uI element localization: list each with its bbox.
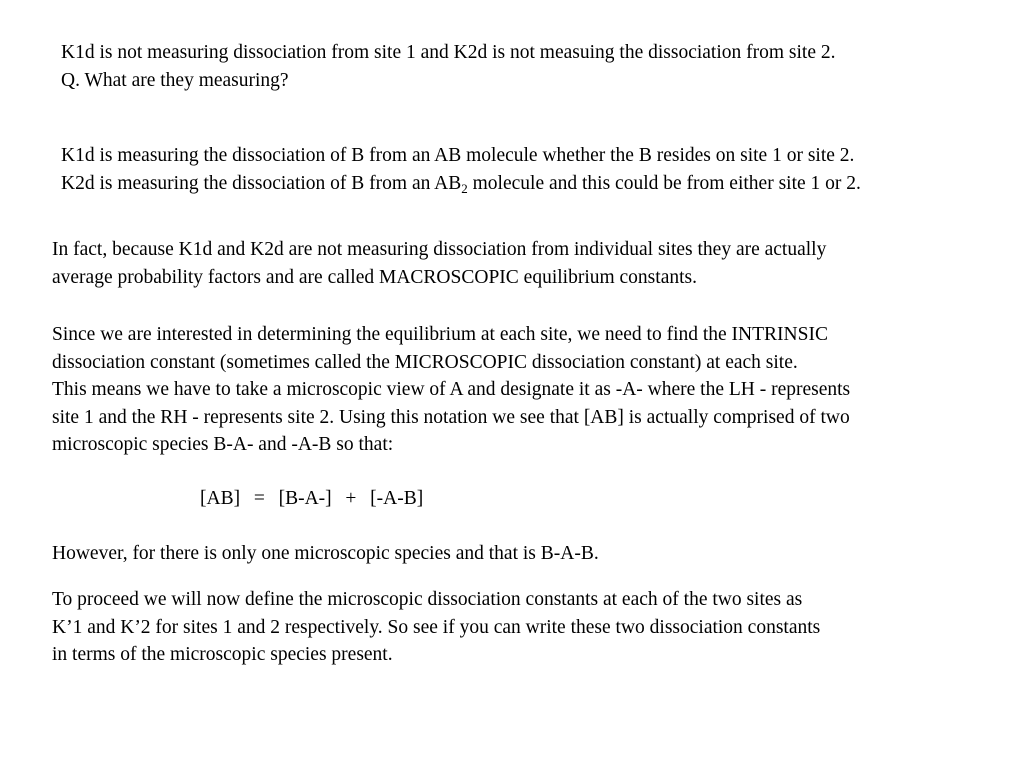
however-line: However, for there is only one microscopic species and that is B-A-B.	[52, 543, 599, 564]
answer-line-2-text: K2d is measuring the dissociation of B from an AB	[61, 172, 462, 194]
macroscopic-line-1: In fact, because K1d and K2d are not measuring dissociation from individual sites they are actually	[52, 239, 827, 260]
subscript-2: 2	[461, 180, 468, 196]
macroscopic-line-2: average probability factors and are called MACROSCOPIC equilibrium constants.	[52, 266, 697, 288]
equation: [AB] = [B-A-] + [-A-B]	[200, 488, 424, 509]
proceed-paragraph	[52, 586, 820, 669]
proceed-line-1: To proceed we will now define the microscopic dissociation constants at each of the two sites as	[52, 589, 803, 610]
intrinsic-line-3: This means we have to take a microscopic view of A and designate it as -A- where the LH - represents	[52, 379, 851, 400]
intrinsic-paragraph	[52, 321, 850, 459]
proceed-line-3: in terms of the microscopic species present.	[52, 644, 393, 665]
proceed-line-2: K’1 and K’2 for sites 1 and 2 respectively. So see if you can write these two dissociation constants	[52, 616, 821, 638]
intrinsic-line-4: site 1 and the RH - represents site 2. Using this notation we see that [AB] is actually comprised of two	[52, 406, 850, 428]
intrinsic-line-5: microscopic species B-A- and -A-B so that:	[52, 434, 394, 455]
answer-line-1: K1d is measuring the dissociation of B from an AB molecule whether the B resides on site 1 or site 2.	[61, 145, 855, 166]
answer-paragraph	[61, 142, 861, 197]
question-line-1: K1d is not measuring dissociation from site 1 and K2d is not measuing the dissociation from site 2.	[61, 42, 836, 63]
however-paragraph	[52, 540, 599, 568]
intrinsic-line-1: Since we are interested in determining the equilibrium at each site, we need to find the INTRINSIC	[52, 324, 828, 345]
macroscopic-paragraph	[52, 236, 826, 291]
answer-line-2	[61, 170, 861, 198]
answer-line-2-rest: molecule and this could be from either site 1 or 2.	[467, 172, 861, 194]
question-paragraph	[61, 39, 836, 94]
question-line-2: Q. What are they measuring?	[61, 69, 289, 91]
intrinsic-line-2: dissociation constant (sometimes called the MICROSCOPIC dissociation constant) at each site.	[52, 351, 798, 373]
